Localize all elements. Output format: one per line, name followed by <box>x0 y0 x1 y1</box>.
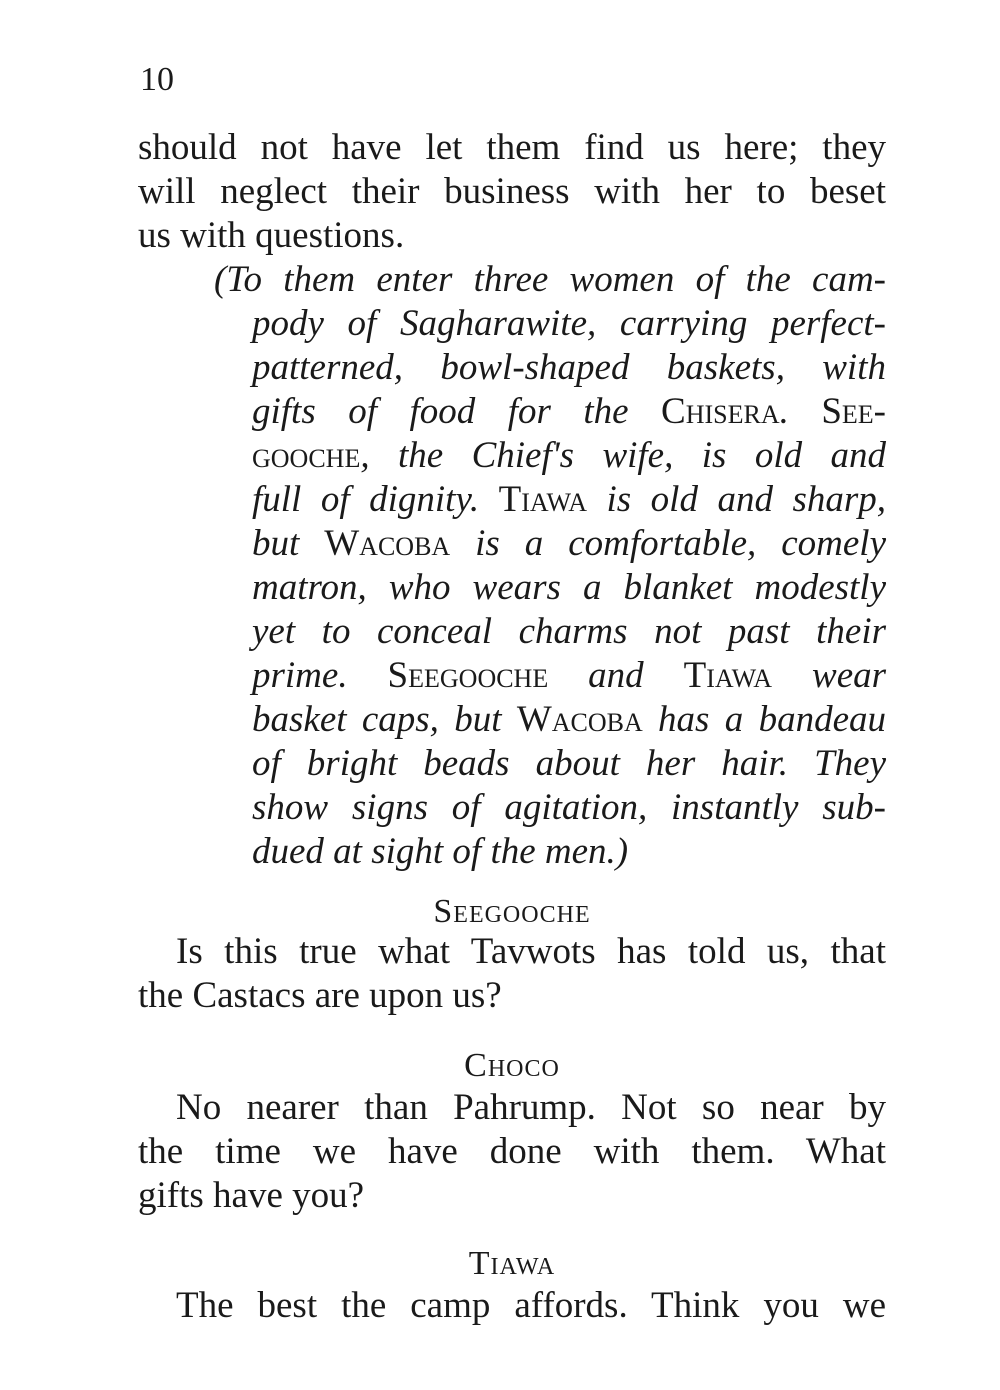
dialogue-line: the Castacs are upon us? <box>138 975 502 1016</box>
stage-direction-line: yet to conceal charms not past their <box>252 611 886 652</box>
text-line: should not have let them find us here; they <box>138 127 886 168</box>
character-name: Tiawa <box>498 479 587 520</box>
character-name: Tiawa <box>683 655 773 696</box>
stage-direction-line: of bright beads about her hair. They <box>252 743 886 784</box>
dialogue-line: the time we have done with them. What <box>138 1131 886 1172</box>
stage-direction-line: but Wacoba is a comfortable, comely <box>252 523 887 564</box>
text-line: will neglect their business with her to beset <box>138 171 886 212</box>
stage-direction-line: basket caps, but Wacoba has a bandeau <box>252 699 887 740</box>
dialogue-line: gifts have you? <box>138 1175 365 1216</box>
dialogue-line: Is this true what Tavwots has told us, that <box>176 931 886 972</box>
character-name: gooche <box>252 435 361 476</box>
character-name: Seegooche <box>387 655 549 696</box>
dialogue-line: No nearer than Pahrump. Not so near by <box>176 1087 886 1128</box>
stage-direction-line: show signs of agitation, instantly sub- <box>252 787 886 828</box>
speaker-name: Tiawa <box>468 1245 556 1282</box>
stage-direction-line: gifts of food for the Chisera. See- <box>252 391 886 432</box>
stage-direction-line: dued at sight of the men.) <box>252 831 629 872</box>
character-name: Wacoba <box>324 523 451 564</box>
stage-direction-line: full of dignity. Tiawa is old and sharp, <box>252 479 886 520</box>
stage-direction-line: pody of Sagharawite, carrying perfect- <box>252 303 886 344</box>
text-line: us with questions. <box>138 215 405 256</box>
page-number: 10 <box>140 61 174 98</box>
speaker-name: Choco <box>464 1047 560 1084</box>
stage-direction-line: patterned, bowl-shaped baskets, with <box>252 347 886 388</box>
stage-direction-line: prime. Seegooche and Tiawa wear <box>252 655 887 696</box>
character-name: See- <box>821 391 886 432</box>
character-name: Chisera <box>661 391 780 432</box>
stage-direction-line: matron, who wears a blanket modestly <box>252 567 886 608</box>
dialogue-line: The best the camp affords. Think you we <box>176 1285 886 1326</box>
stage-direction-line: (To them enter three women of the cam- <box>214 259 886 300</box>
speaker-name: Seegooche <box>433 893 591 930</box>
stage-direction-line: gooche, the Chief's wife, is old and <box>252 435 886 476</box>
character-name: Wacoba <box>516 699 643 740</box>
